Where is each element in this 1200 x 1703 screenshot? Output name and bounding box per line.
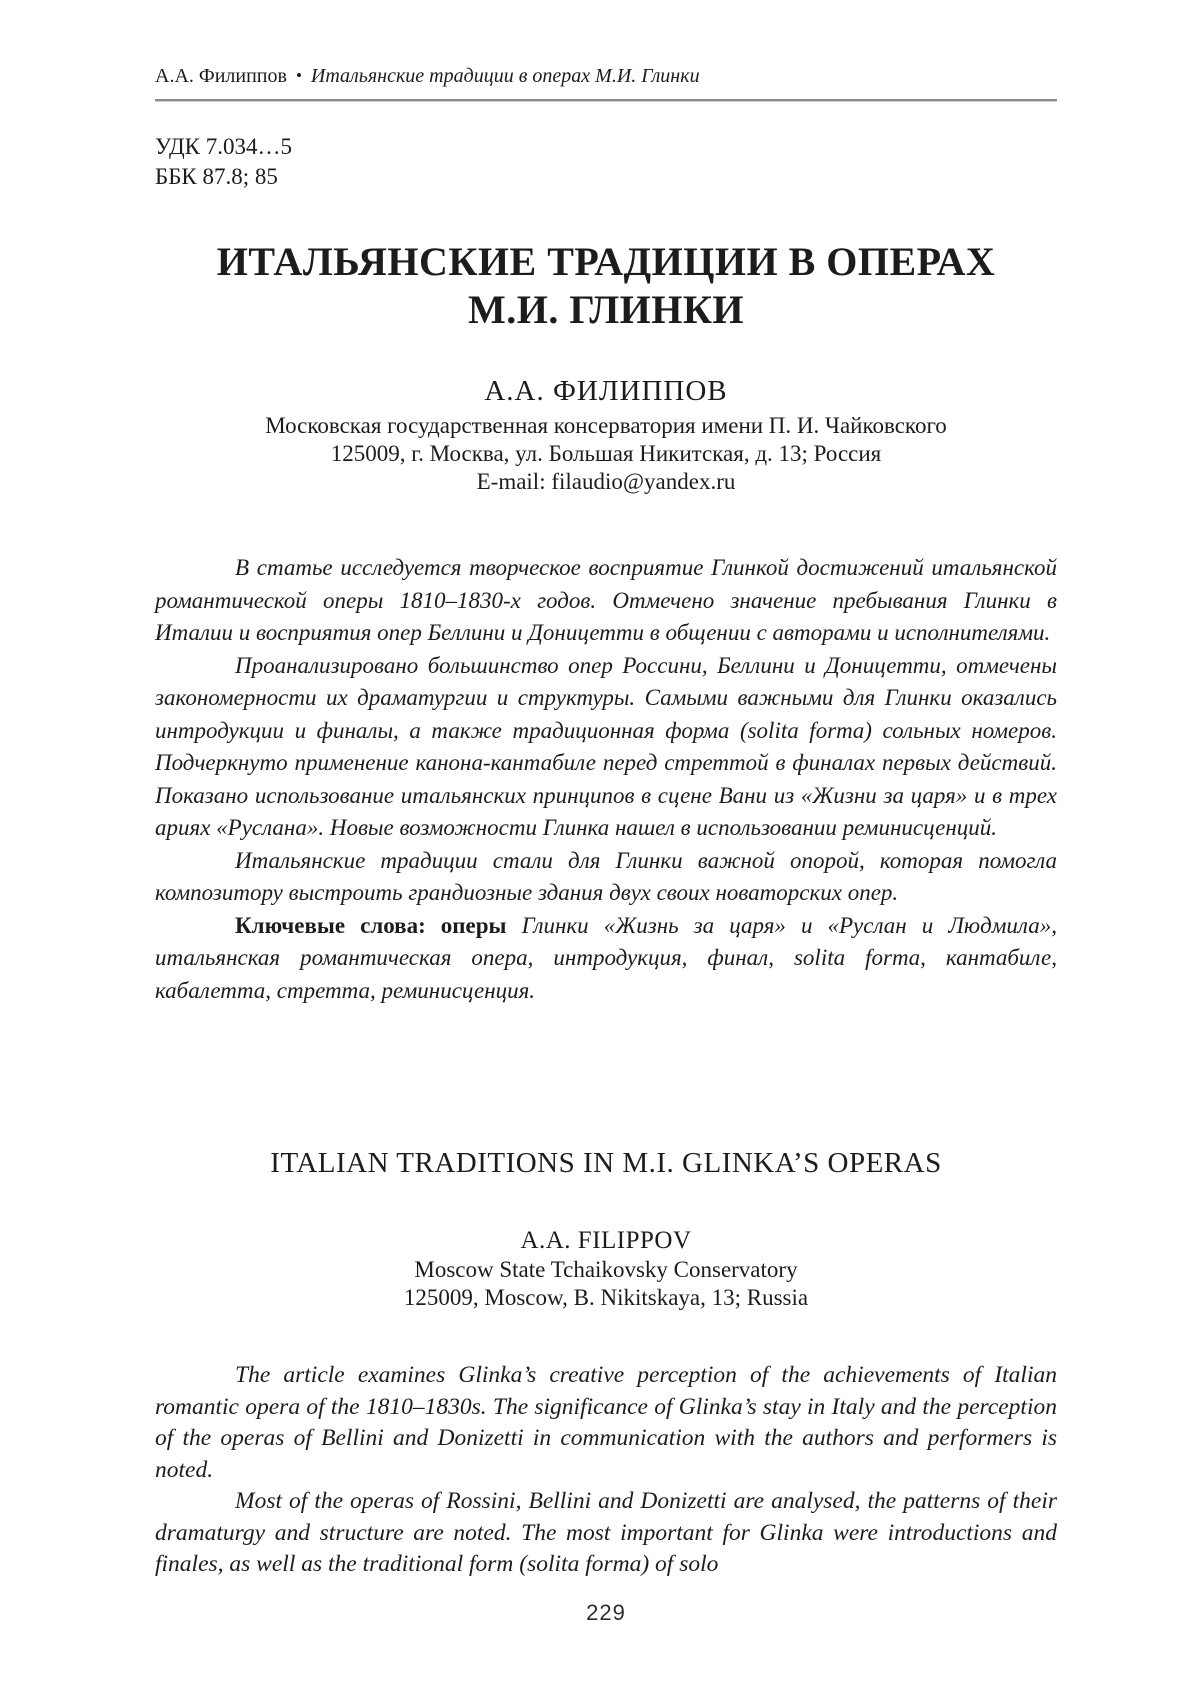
- keywords-ru-paragraph: [155, 910, 1057, 1008]
- affiliation-ru: Московская государственная консерватория имени П. И. Чайковского: [265, 413, 947, 438]
- running-header-title: Итальянские традиции в операх М.И. Глинки: [310, 65, 700, 87]
- abstract-en: [155, 1360, 1057, 1581]
- article-title-en: ITALIAN TRADITIONS IN M.I. GLINKA’S OPERAS: [270, 1147, 942, 1179]
- running-header: [155, 64, 1057, 88]
- classification-codes: [155, 132, 1057, 192]
- abstract-en-paragraph: Most of the operas of Rossini, Bellini and Donizetti are analysed, the patterns of their dramaturgy and structure are noted. The most important for Glinka were introductions and finales, as well as the traditional form (solita forma) of solo: [155, 1488, 1057, 1577]
- page-number: 229: [586, 1600, 626, 1625]
- affiliation-block-ru: [155, 412, 1057, 496]
- abstract-ru-paragraph: Итальянские традиции стали для Глинки важной опорой, которая помогла композитору выстроить грандиозные здания двух своих новаторских опер.: [155, 847, 1057, 905]
- keywords-label: Ключевые слова: оперы: [235, 912, 507, 938]
- affiliation-block-en: [155, 1256, 1057, 1312]
- article-title-ru-line2: М.И. ГЛИНКИ: [468, 287, 744, 332]
- address-ru: 125009, г. Москва, ул. Большая Никитская, д. 13; Россия: [330, 441, 882, 466]
- abstract-en-paragraph: The article examines Glinka’s creative perception of the achievements of Italian romantic opera of the 1810–1830s. The significance of Glinka’s stay in Italy and the perception of the operas of Bellini and Donizetti in communication with the authors and performers is noted.: [155, 1362, 1057, 1483]
- article-title-ru-line1: ИТАЛЬЯНСКИЕ ТРАДИЦИИ В ОПЕРАХ: [216, 239, 996, 284]
- address-en: 125009, Moscow, B. Nikitskaya, 13; Russia: [403, 1285, 809, 1310]
- email-line: E-mail: filaudio@yandex.ru: [476, 469, 736, 494]
- affiliation-en: Moscow State Tchaikovsky Conservatory: [414, 1257, 798, 1282]
- running-header-author: А.А. Филиппов: [155, 65, 287, 87]
- article-title-ru: [155, 238, 1057, 334]
- keywords-text: Глинки «Жизнь за царя» и «Руслан и Людмила», итальянская романтическая опера, интродукция, финал, solita forma, кантабиле, кабалетта, стретта, реминисценция.: [155, 912, 1057, 1003]
- author-name-ru: А.А. ФИЛИППОВ: [484, 375, 728, 407]
- header-divider-rule: [155, 99, 1057, 102]
- udk-code: УДК 7.034…5: [155, 134, 292, 159]
- abstract-ru-paragraph: Проанализировано большинство опер Россини, Беллини и Доницетти, отмечены закономерности их драматургии и структуры. Самыми важными для Глинки оказались интродукции и финалы, а также традиционная форма (solita forma) сольных номеров. Подчеркнуто применение канона-кантабиле перед стреттой в финалах первых действий. Показано использование итальянских принципов в сцене Вани из «Жизни за царя» и в трех ариях «Руслана». Новые возможности Глинка нашел в использовании реминисценций.: [155, 652, 1057, 840]
- abstract-ru-paragraph: В статье исследуется творческое восприятие Глинкой достижений итальянской романтической оперы 1810–1830-х годов. Отмечено значение пребывания Глинки в Италии и восприятия опер Беллини и Доницетти в общении с авторами и исполнителями.: [155, 555, 1057, 645]
- bullet-separator-icon: •: [295, 66, 302, 85]
- author-name-en: A.A. FILIPPOV: [520, 1227, 692, 1254]
- bbk-code: ББК 87.8; 85: [155, 164, 278, 189]
- abstract-ru: [155, 552, 1057, 1007]
